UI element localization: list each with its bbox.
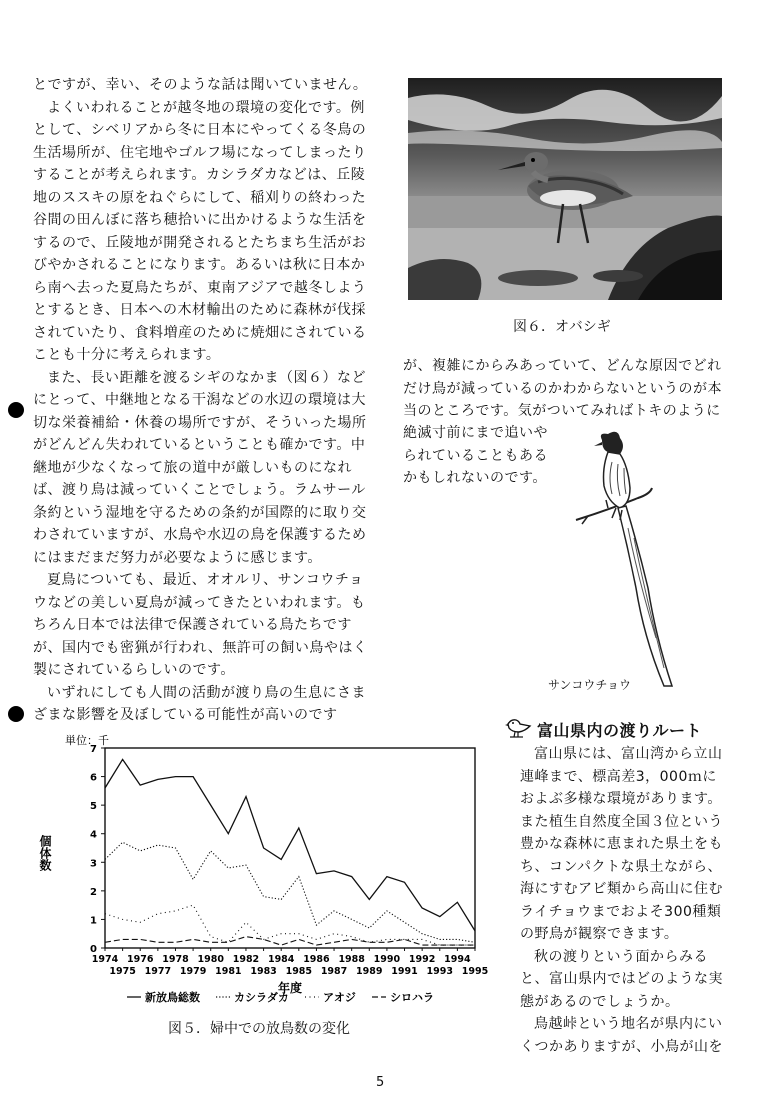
section-heading [505, 716, 702, 742]
y-tick-label: 2 [90, 886, 97, 898]
right-upper-text: が、複雑にからみあっていて、どんな原因でどれだけ鳥が減っているのかわからないというのが本当のところです。気がついてみればトキのように [403, 358, 722, 419]
right-wrap-text: 絶滅寸前にまで追いやられていることもあるかもしれないのです。 [403, 425, 548, 486]
chart-xlabel: 年度 [277, 981, 303, 995]
x-tick-label: 1974 [91, 954, 119, 965]
x-tick-label: 1991 [391, 966, 418, 977]
x-tick-label: 1982 [232, 954, 260, 965]
x-tick-label: 1986 [303, 954, 330, 965]
section-title: 富山県内の渡りルート [537, 720, 703, 740]
x-tick-label: 1990 [373, 954, 401, 965]
chart-unit-label: 単位：千 [65, 734, 109, 747]
legend-label-2: アオジ [323, 991, 356, 1004]
x-tick-label: 1989 [356, 966, 383, 977]
fig6-caption: 図６．オバシギ [513, 319, 611, 335]
x-tick-label: 1980 [197, 954, 224, 965]
small-bird-icon [505, 716, 533, 742]
y-tick-label: 6 [90, 772, 97, 784]
x-tick-label: 1993 [426, 966, 453, 977]
x-tick-label: 1985 [285, 966, 313, 977]
svg-text:個体数: 個体数 [38, 835, 52, 871]
x-tick-label: 1981 [215, 966, 242, 977]
paragraph-2: よくいわれることが越冬地の環境の変化です。例として、シベリアから冬に日本にやってくる冬鳥の生活場所が、住宅地やゴルフ場になってしまったりすることが考えられます。カシラダカなどは、丘陵地のススキの原をねぐらにして、稲刈りの終わった谷間の田んぼに落ち穂拾いに出かけるような生活をするので、丘陵地が開発されるとたちまち生活がおびやかされることになります。あるいは秋に日本から南へ去った夏鳥たちが、東南アジアで越冬しようとするとき、日本への木材輸出のために森林が伐採されていたり、食料増産のために焼畑にされていることも十分に考えられます。 [33, 99, 367, 363]
binder-hole-top [8, 402, 24, 418]
y-tick-label: 7 [90, 744, 97, 755]
binder-hole-bottom [8, 706, 24, 722]
right-lower-column [520, 743, 730, 1058]
left-column [33, 74, 368, 727]
x-tick-label: 1979 [179, 966, 207, 977]
x-tick-label: 1988 [338, 954, 365, 965]
toyama-paragraph-3: 鳥越峠という地名が県内にいくつかありますが、小鳥が山を [520, 1016, 723, 1055]
paragraph-5: いずれにしても人間の活動が渡り鳥の生息にさまざまな影響を及ぼしている可能性が高いのです [33, 684, 366, 723]
fig5-line-chart [38, 730, 495, 1010]
x-tick-label: 1984 [267, 954, 295, 965]
y-tick-label: 5 [90, 801, 97, 813]
obashigi-photo [408, 78, 722, 300]
x-tick-label: 1995 [461, 966, 489, 977]
chart-plot-area [105, 748, 475, 948]
x-tick-label: 1978 [162, 954, 189, 965]
toyama-paragraph-1: 富山県には、富山湾から立山連峰まで、標高差3，000ｍにおよぶ多様な環境があります。また植生自然度全国３位という豊かな森林に恵まれた県土をもち、コンパクトな県土ながら、海にすむアビ類から高山に住むライチョウまでおよそ300種類の野鳥が観察できます。 [520, 746, 723, 942]
paragraph-1: とですが、幸い、そのような話は聞いていません。 [33, 77, 368, 93]
x-tick-label: 1987 [320, 966, 348, 977]
x-tick-label: 1975 [109, 966, 136, 977]
chart-ylabel [38, 834, 52, 872]
x-tick-label: 1977 [144, 966, 172, 977]
x-tick-label: 1976 [127, 954, 154, 965]
series-line-1 [105, 842, 475, 942]
x-tick-label: 1983 [250, 966, 277, 977]
legend-label-0: 新放鳥総数 [145, 991, 200, 1004]
y-tick-label: 3 [90, 858, 97, 870]
paragraph-4: 夏鳥についても、最近、オオルリ、サンコウチョウなどの美しい夏鳥が減ってきたといわれます。もちろん日本では法律で保護されている鳥たちですが、国内でも密猟が行われ、無許可の飼い鳥やはく製にされているらしいのです。 [33, 572, 368, 678]
toyama-paragraph-2: 秋の渡りという面からみると、富山県内ではどのような実態があるのでしょうか。 [520, 948, 723, 1010]
page-number: 5 [376, 1075, 385, 1090]
y-tick-label: 0 [90, 944, 97, 955]
x-tick-label: 1992 [408, 954, 436, 965]
y-tick-label: 4 [90, 829, 97, 841]
series-line-3 [105, 937, 475, 946]
x-tick-label: 1994 [444, 954, 471, 965]
series-line-0 [105, 759, 475, 931]
y-tick-label: 1 [90, 915, 97, 927]
legend-label-1: カシラダカ [234, 991, 289, 1004]
sankouchou-illustration [568, 428, 688, 690]
sankouchou-label: サンコウチョウ [548, 678, 632, 692]
legend-label-3: シロハラ [390, 991, 434, 1004]
series-line-2 [105, 905, 475, 945]
paragraph-3: また、長い距離を渡るシギのなかま（図６）などにとって、中継地となる干潟などの水辺の環境は大切な栄養補給・休養の場所ですが、そういった場所がどんどん失われているということも確かです。中継地が少なくなって旅の道中が厳しいものになれば、渡り鳥は減っていくことでしょう。ラムサール条約という湿地を守るための条約が国際的に取り交わされていますが、水鳥や水辺の鳥を保護するためにはまだまだ努力が必要なように感じます。 [33, 369, 367, 566]
fig5-caption: 図５．婦中での放鳥数の変化 [168, 1021, 350, 1037]
